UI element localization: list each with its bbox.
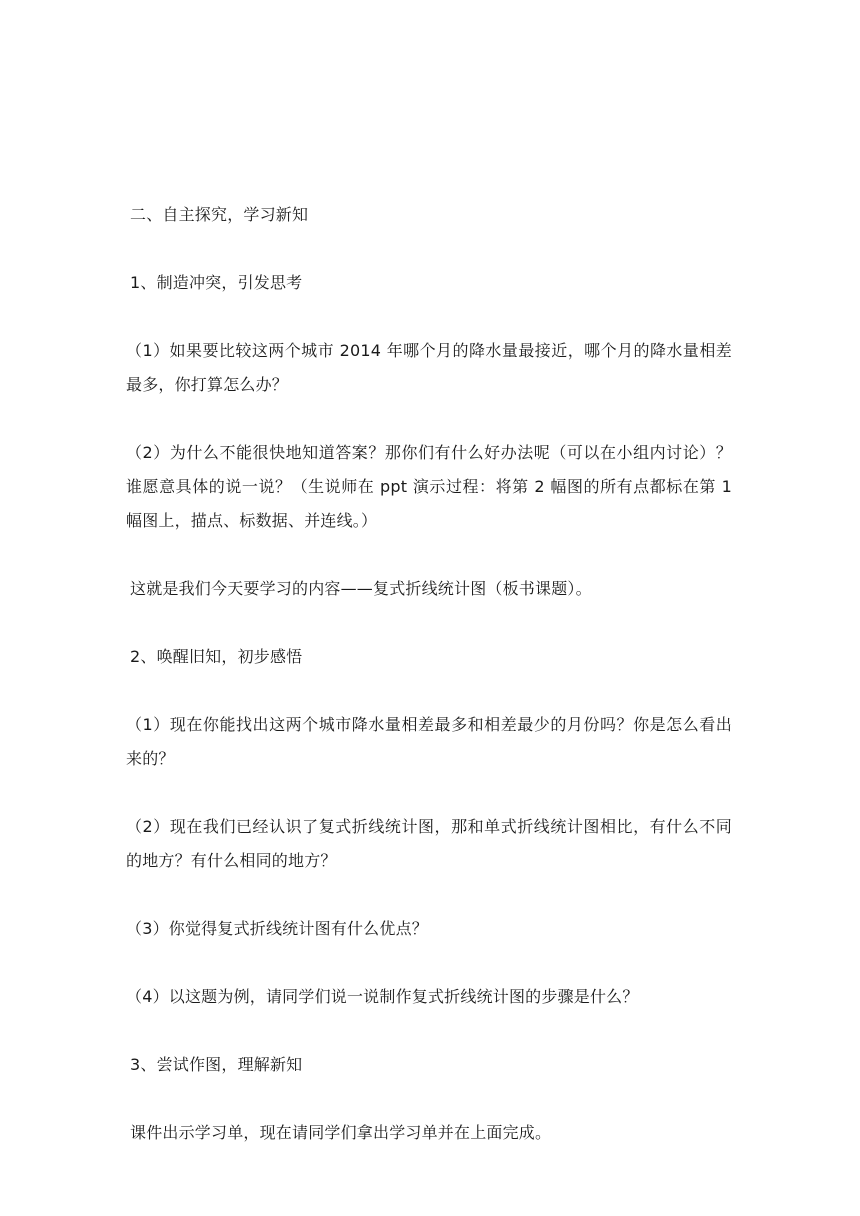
question-paragraph: （1）现在你能找出这两个城市降水量相差最多和相差最少的月份吗？你是怎么看出来的？ <box>126 715 732 768</box>
question-paragraph: （3）你觉得复式折线统计图有什么优点？ <box>126 919 428 938</box>
question-paragraph: （1）如果要比较这两个城市 2014 年哪个月的降水量最接近，哪个月的降水量相差最多，你打算怎么办？ <box>126 341 732 394</box>
subsection-heading: 2、唤醒旧知，初步感悟 <box>130 647 303 666</box>
subsection-heading: 3、尝试作图，理解新知 <box>130 1055 303 1074</box>
body-paragraph: 课件出示学习单，现在请同学们拿出学习单并在上面完成。 <box>130 1123 552 1142</box>
subsection-heading: 1、制造冲突，引发思考 <box>130 273 303 292</box>
body-paragraph: 这就是我们今天要学习的内容——复式折线统计图（板书课题）。 <box>130 579 592 598</box>
section-heading: 二、自主探究，学习新知 <box>130 205 309 224</box>
question-paragraph: （2）现在我们已经认识了复式折线统计图，那和单式折线统计图相比，有什么不同的地方？有什么相同的地方？ <box>126 817 732 870</box>
question-paragraph: （4）以这题为例，请同学们说一说制作复式折线统计图的步骤是什么？ <box>126 987 639 1006</box>
document-body <box>126 198 732 1184</box>
question-paragraph: （2）为什么不能很快地知道答案？那你们有什么好办法呢（可以在小组内讨论）？谁愿意具体的说一说？（生说师在 ppt 演示过程：将第 2 幅图的所有点都标在第 1 幅图上，描点、标数据、并连线。） <box>126 443 732 530</box>
